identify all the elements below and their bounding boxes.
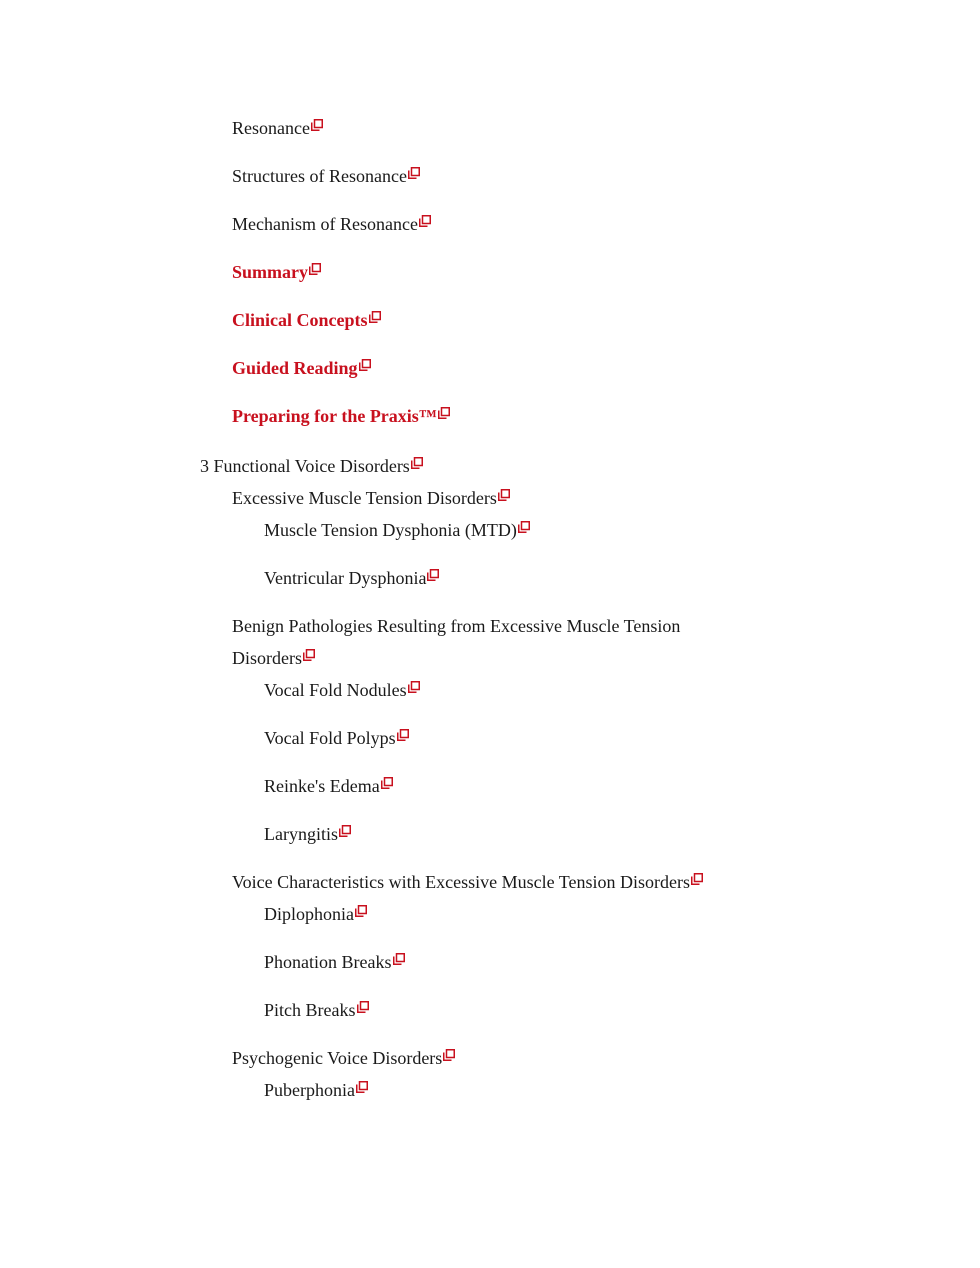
toc-entry-label[interactable]: Ventricular Dysphonia — [264, 568, 427, 588]
toc-entry-psychogenic-voice-disorders[interactable] — [232, 1042, 455, 1074]
toc-entry-label[interactable]: Clinical Concepts — [232, 310, 368, 330]
toc-entry-vocal-fold-polyps[interactable] — [264, 722, 409, 754]
toc-entry-chapter-3[interactable] — [200, 450, 423, 482]
toc-entry-preparing-for-the-praxis[interactable] — [232, 400, 450, 432]
external-link-icon[interactable] — [356, 1081, 368, 1093]
toc-entry-label[interactable]: Excessive Muscle Tension Disorders — [232, 488, 497, 508]
external-link-icon[interactable] — [498, 489, 510, 501]
external-link-icon[interactable] — [411, 457, 423, 469]
external-link-icon[interactable] — [303, 649, 315, 661]
toc-entry-label[interactable]: Resonance — [232, 118, 310, 138]
external-link-icon[interactable] — [438, 407, 450, 419]
toc-entry-label[interactable]: Muscle Tension Dysphonia (MTD) — [264, 520, 517, 540]
toc-entry-resonance[interactable] — [232, 112, 323, 144]
toc-entry-phonation-breaks[interactable] — [264, 946, 405, 978]
toc-entry-guided-reading[interactable] — [232, 352, 371, 384]
toc-entry-summary[interactable] — [232, 256, 321, 288]
external-link-icon[interactable] — [408, 681, 420, 693]
toc-entry-label[interactable]: Diplophonia — [264, 904, 354, 924]
toc-entry-label[interactable]: Preparing for the Praxis™ — [232, 406, 437, 426]
toc-entry-label[interactable]: Guided Reading — [232, 358, 358, 378]
toc-entry-label[interactable]: Mechanism of Resonance — [232, 214, 418, 234]
external-link-icon[interactable] — [359, 359, 371, 371]
toc-entry-label[interactable]: Summary — [232, 262, 308, 282]
external-link-icon[interactable] — [408, 167, 420, 179]
external-link-icon[interactable] — [355, 905, 367, 917]
external-link-icon[interactable] — [311, 119, 323, 131]
external-link-icon[interactable] — [369, 311, 381, 323]
toc-entry-puberphonia[interactable] — [264, 1074, 368, 1106]
toc-entry-label[interactable]: 3 Functional Voice Disorders — [200, 456, 410, 476]
external-link-icon[interactable] — [357, 1001, 369, 1013]
toc-entry-label[interactable]: Psychogenic Voice Disorders — [232, 1048, 443, 1068]
toc-entry-reinkes-edema[interactable] — [264, 770, 393, 802]
toc-entry-pitch-breaks[interactable] — [264, 994, 369, 1026]
external-link-icon[interactable] — [443, 1049, 455, 1061]
toc-entry-laryngitis[interactable] — [264, 818, 351, 850]
toc-entry-label[interactable]: Puberphonia — [264, 1080, 355, 1100]
external-link-icon[interactable] — [427, 569, 439, 581]
toc-entry-label[interactable]: Pitch Breaks — [264, 1000, 356, 1020]
external-link-icon[interactable] — [381, 777, 393, 789]
external-link-icon[interactable] — [691, 873, 703, 885]
toc-entry-label[interactable]: Laryngitis — [264, 824, 338, 844]
toc-entry-label[interactable]: Reinke's Edema — [264, 776, 380, 796]
toc-entry-ventricular-dysphonia[interactable] — [264, 562, 439, 594]
external-link-icon[interactable] — [518, 521, 530, 533]
external-link-icon[interactable] — [309, 263, 321, 275]
external-link-icon[interactable] — [339, 825, 351, 837]
toc-entry-benign-pathologies[interactable] — [232, 610, 752, 674]
toc-entry-clinical-concepts[interactable] — [232, 304, 381, 336]
toc-entry-voice-characteristics[interactable] — [232, 866, 703, 898]
external-link-icon[interactable] — [393, 953, 405, 965]
toc-entry-structures-of-resonance[interactable] — [232, 160, 420, 192]
toc-entry-label[interactable]: Vocal Fold Polyps — [264, 728, 396, 748]
toc-entry-diplophonia[interactable] — [264, 898, 367, 930]
toc-entry-mtd[interactable] — [264, 514, 530, 546]
toc-entry-label[interactable]: Vocal Fold Nodules — [264, 680, 407, 700]
toc-entry-label[interactable]: Structures of Resonance — [232, 166, 407, 186]
toc-entry-label[interactable]: Benign Pathologies Resulting from Excessive Muscle Tension Disorders — [232, 616, 681, 668]
toc-entry-label[interactable]: Phonation Breaks — [264, 952, 392, 972]
toc-entry-label[interactable]: Voice Characteristics with Excessive Muscle Tension Disorders — [232, 872, 690, 892]
toc-entry-mechanism-of-resonance[interactable] — [232, 208, 431, 240]
toc-entry-vocal-fold-nodules[interactable] — [264, 674, 420, 706]
toc-entry-excessive-muscle-tension[interactable] — [232, 482, 510, 514]
external-link-icon[interactable] — [397, 729, 409, 741]
external-link-icon[interactable] — [419, 215, 431, 227]
